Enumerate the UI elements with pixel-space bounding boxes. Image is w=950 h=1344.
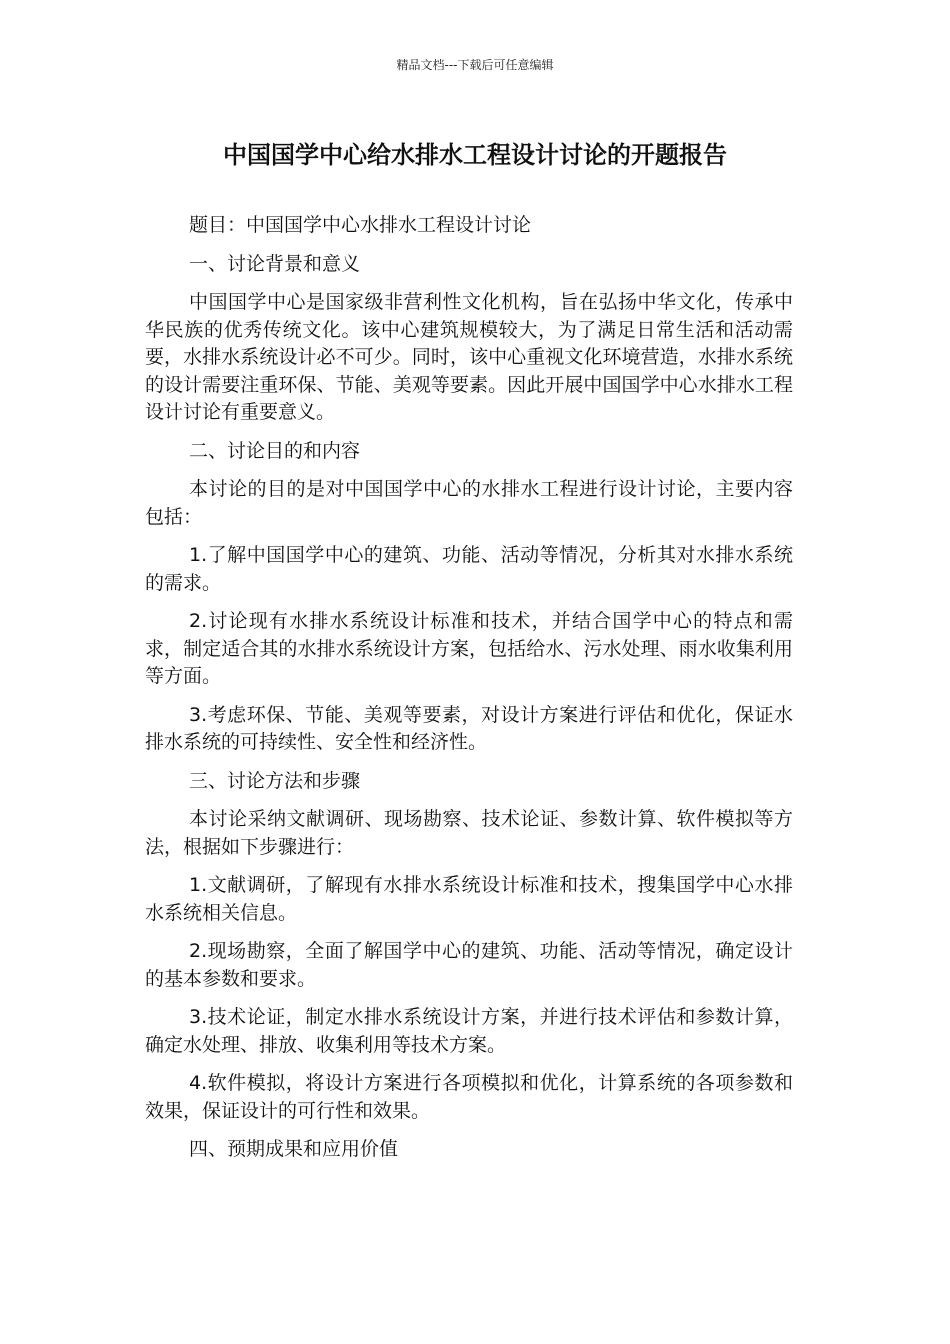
- section-heading-outcomes: 四、预期成果和应用价值: [189, 1138, 399, 1160]
- header-note: 精品文档---下载后可任意编辑: [396, 58, 554, 72]
- document-body: [145, 212, 793, 1175]
- section-heading-purpose: 二、讨论目的和内容: [189, 439, 361, 462]
- list-item-step-4: 4.软件模拟，将设计方案进行各项模拟和优化，计算系统的各项参数和效果，保证设计的可行性和效果。: [145, 1072, 793, 1122]
- paragraph-topic: 题目：中国国学中心水排水工程设计讨论: [189, 214, 532, 236]
- paragraph-purpose: 本讨论的目的是对中国国学中心的水排水工程进行设计讨论，主要内容包括：: [145, 478, 793, 528]
- document-title: 中国国学中心给水排水工程设计讨论的开题报告: [223, 141, 727, 169]
- list-item-step-3: 3.技术论证，制定水排水系统设计方案，并进行技术评估和参数计算，确定水处理、排放、收集利用等技术方案。: [145, 1006, 793, 1056]
- list-item-step-2: 2.现场勘察，全面了解国学中心的建筑、功能、活动等情况，确定设计的基本参数和要求。: [145, 940, 793, 990]
- list-item-purpose-2: 2.讨论现有水排水系统设计标准和技术，并结合国学中心的特点和需求，制定适合其的水排水系统设计方案，包括给水、污水处理、雨水收集利用等方面。: [145, 610, 793, 687]
- list-item-purpose-3: 3.考虑环保、节能、美观等要素，对设计方案进行评估和优化，保证水排水系统的可持续性、安全性和经济性。: [145, 703, 793, 753]
- list-item-purpose-1: 1.了解中国国学中心的建筑、功能、活动等情况，分析其对水排水系统的需求。: [145, 544, 793, 594]
- section-heading-background: 一、讨论背景和意义: [189, 252, 361, 275]
- list-item-step-1: 1.文献调研，了解现有水排水系统设计标准和技术，搜集国学中心水排水系统相关信息。: [145, 874, 793, 924]
- paragraph-background: 中国国学中心是国家级非营利性文化机构，旨在弘扬中华文化，传承中华民族的优秀传统文化。该中心建筑规模较大，为了满足日常生活和活动需要，水排水系统设计必不可少。同时，该中心重视文化环境营造，水排水系统的设计需要注重环保、节能、美观等要素。因此开展中国国学中心水排水工程设计讨论有重要意义。: [145, 291, 793, 423]
- paragraph-methods: 本讨论采纳文献调研、现场勘察、技术论证、参数计算、软件模拟等方法，根据如下步骤进行：: [145, 808, 793, 858]
- section-heading-methods: 三、讨论方法和步骤: [189, 769, 361, 792]
